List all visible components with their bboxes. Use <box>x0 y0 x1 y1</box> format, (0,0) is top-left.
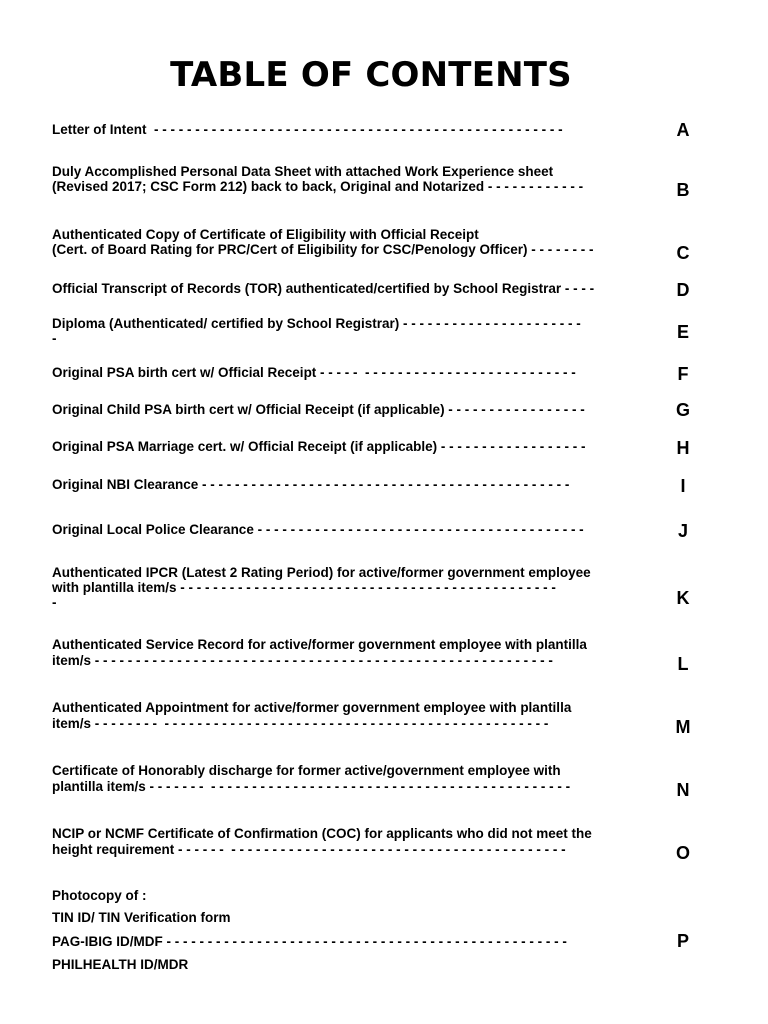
toc-entry-text: Authenticated Service Record for active/former government employee with plantilla <box>52 637 587 652</box>
toc-entry-text: PHILHEALTH ID/MDR <box>52 957 189 972</box>
toc-entry-text: Diploma (Authenticated/ certified by School Registrar) - - - - - - - - - - - - - - - - - - - - - - <box>52 316 581 331</box>
toc-entry-text: Authenticated Copy of Certificate of Eligibility with Official Receipt <box>52 227 479 242</box>
toc-entry-text: height requirement - - - - - - - - - - - - - - - - - - - - - - - - - - - - - - - - - - - - - - - - - - - - - - - <box>52 842 566 857</box>
toc-entry-letter: M <box>675 717 691 737</box>
toc-entry-text: Original NBI Clearance - - - - - - - - - - - - - - - - - - - - - - - - - - - - - - - - - - - - - - - - - - - - - <box>52 477 570 492</box>
toc-entry-text: PAG-IBIG ID/MDF - - - - - - - - - - - - - - - - - - - - - - - - - - - - - - - - - - - - - - - - - - - - - - - - - <box>52 934 567 949</box>
toc-entry-text: item/s - - - - - - - - - - - - - - - - - - - - - - - - - - - - - - - - - - - - - - - - - - - - - - - - - - - - - - - <box>52 716 549 731</box>
toc-entry-text: Original PSA birth cert w/ Official Receipt - - - - - - - - - - - - - - - - - - - - - - - - - - - - - - - <box>52 365 576 380</box>
toc-entry-text: Original PSA Marriage cert. w/ Official Receipt (if applicable) - - - - - - - - - - - - - - - - - - <box>52 439 586 454</box>
toc-entry-text: with plantilla item/s - - - - - - - - - - - - - - - - - - - - - - - - - - - - - - - - - - - - - - - - - - - - - - <box>52 580 556 595</box>
toc-entry-letter: I <box>680 476 686 496</box>
toc-entry-text: Authenticated IPCR (Latest 2 Rating Period) for active/former government employee <box>52 565 591 580</box>
toc-entry-text: Authenticated Appointment for active/former government employee with plantilla <box>52 700 572 715</box>
toc-entry-text: plantilla item/s - - - - - - - - - - - - - - - - - - - - - - - - - - - - - - - - - - - - - - - - - - - - - - - - - - - <box>52 779 571 794</box>
toc-entry-text: - <box>52 331 57 346</box>
toc-entry-letter: L <box>677 654 689 674</box>
toc-entry-text: (Revised 2017; CSC Form 212) back to back, Original and Notarized - - - - - - - - - - - - <box>52 179 584 194</box>
toc-entry-letter: C <box>676 243 690 263</box>
toc-entry-letter: P <box>676 931 689 951</box>
page-title: TABLE OF CONTENTS <box>170 55 572 95</box>
toc-entry-letter: F <box>677 364 689 384</box>
toc-entry-letter: O <box>675 843 690 863</box>
toc-entry-letter: K <box>676 588 690 608</box>
toc-entry-letter: J <box>677 521 688 541</box>
toc-entry-text: Certificate of Honorably discharge for former active/government employee with <box>52 763 561 778</box>
toc-entry-text: Photocopy of : <box>52 888 147 903</box>
toc-entry-text: Duly Accomplished Personal Data Sheet with attached Work Experience sheet <box>52 164 554 179</box>
toc-entry-text: Official Transcript of Records (TOR) authenticated/certified by School Registrar - - - - <box>52 281 595 296</box>
toc-entry-letter: E <box>676 322 689 342</box>
toc-entry-text: - <box>52 595 57 610</box>
toc-entry-text: Original Local Police Clearance - - - - - - - - - - - - - - - - - - - - - - - - - - - - - - - - - - - - - - - - <box>52 522 584 537</box>
toc-entry-text: (Cert. of Board Rating for PRC/Cert of Eligibility for CSC/Penology Officer) - - - - - - - - <box>52 242 594 257</box>
toc-entry-letter: B <box>676 180 690 200</box>
toc-entry-text: NCIP or NCMF Certificate of Confirmation (COC) for applicants who did not meet the <box>52 826 592 841</box>
toc-entry-letter: G <box>675 400 690 420</box>
toc-entry-letter: A <box>676 120 690 140</box>
toc-entry-text: item/s - - - - - - - - - - - - - - - - - - - - - - - - - - - - - - - - - - - - - - - - - - - - - - - - - - - - - - - - <box>52 653 553 668</box>
toc-entry-letter: D <box>676 280 690 300</box>
toc-entry-text: Letter of Intent - - - - - - - - - - - - - - - - - - - - - - - - - - - - - - - - - - - - - - - - - - - - - - - - - - <box>52 122 563 137</box>
toc-entry-text: TIN ID/ TIN Verification form <box>52 910 231 925</box>
toc-entry-letter: H <box>676 438 690 458</box>
toc-entry-letter: N <box>676 780 690 800</box>
toc-entry-text: Original Child PSA birth cert w/ Official Receipt (if applicable) - - - - - - - - - - - - - - - - - <box>52 402 585 417</box>
